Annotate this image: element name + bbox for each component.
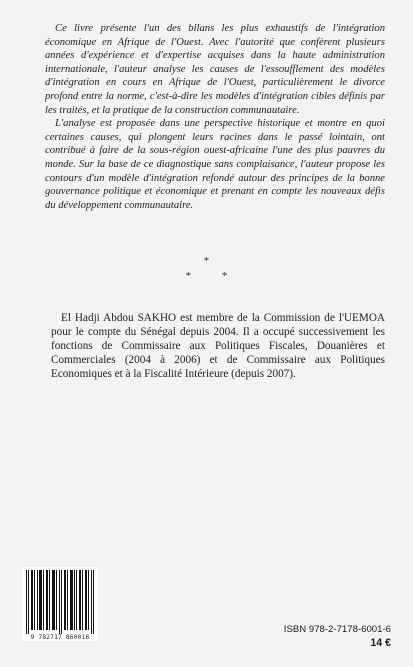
separator-asterisk-top: * [203,255,210,267]
price-label: 14 € [370,637,391,649]
blurb-paragraph-1: Ce livre présente l'un des bilans les plus exhaustifs de l'intégration économique en Afrique de l'Ouest. Avec l'autorité que confèrent plusieurs années d'expérience et d'expertise acquises dans la haute administration internationale, l'auteur analyse les causes de l'essoufflement des modèles d'intégration en cours en Afrique de l'Ouest, particulièrement le divorce profond entre la norme, c'est-à-dire les modèles d'intégration cibles définis par les traités, et la pratique de la construction communautaire. [45,23,385,116]
author-biography: El Hadji Abdou SAKHO est membre de la Commission de l'UEMOA pour le compte du Sénégal depuis 2004. Il a occupé successivement les fonctions de Commissaire aux Politiques Fiscales, Douanières et Commerciales (2004 à 2006) et de Commissaire aux Politiques Economiques et à la Fiscalité Intérieure (depuis 2007). [51,312,385,380]
barcode-digits: 9 782717 860016 [22,634,98,641]
isbn-number: ISBN 978-2-7178-6001-6 [283,624,391,635]
blurb-paragraph-2: L'analyse est proposée dans une perspective historique et montre en quoi certaines causes, qui plongent leurs racines dans le passé lointain, ont contribué à faire de la sous-région ouest-africaine l'une des plus pauvres du monde. Sur la base de ce diagnostique sans complaisance, l'auteur propose les contours d'un modèle d'intégration refondé autour des principes de la bonne gouvernance politique et économique et prenant en compte les nouveaux défis du développement communautaire. [45,118,385,211]
barcode-icon [22,567,98,635]
separator-asterisks-bottom: * * [185,270,242,282]
back-cover-blurb [45,22,385,212]
